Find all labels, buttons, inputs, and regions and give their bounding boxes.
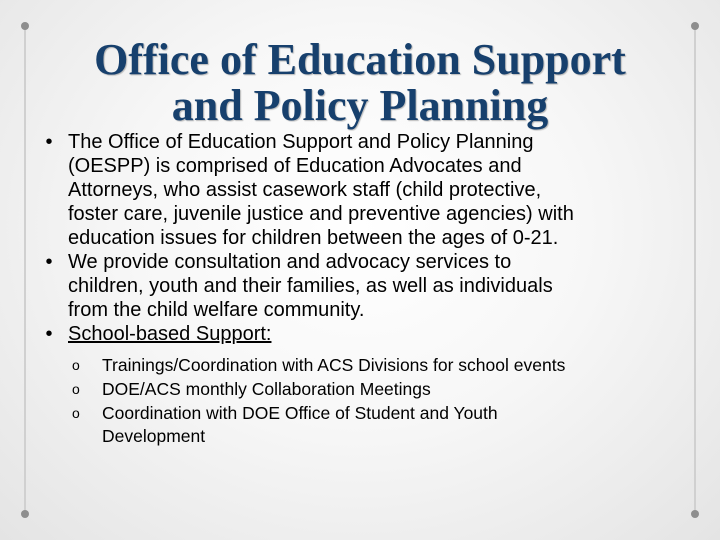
sub-bullet-trainings xyxy=(72,354,690,377)
top-left-dot-icon xyxy=(21,22,29,30)
bullet-line: from the child welfare community. xyxy=(68,299,365,321)
top-right-dot-icon xyxy=(691,22,699,30)
hollow-circle-bullet-icon: o xyxy=(72,357,80,373)
title-line-1: Office of Education Support xyxy=(94,35,626,85)
bullet-line: Attorneys, who assist casework staff (child protective, xyxy=(68,179,542,201)
bottom-left-dot-icon xyxy=(21,510,29,518)
bullet-line: foster care, juvenile justice and preventive agencies) with xyxy=(68,203,574,225)
sub-bullet-text: Coordination with DOE Office of Student and Youth xyxy=(102,403,498,423)
bullet-icon: • xyxy=(45,251,53,273)
school-based-support-heading: School-based Support: xyxy=(68,323,272,345)
bullet-line: The Office of Education Support and Policy Planning xyxy=(68,131,534,153)
sub-bullet-doe-coordination xyxy=(72,402,690,448)
bullet-line: children, youth and their families, as well as individuals xyxy=(68,275,553,297)
sub-bullet-text: DOE/ACS monthly Collaboration Meetings xyxy=(102,379,431,399)
title-line-2: and Policy Planning xyxy=(171,81,549,131)
bullet-icon: • xyxy=(45,131,53,153)
left-frame-line xyxy=(24,26,26,514)
hollow-circle-bullet-icon: o xyxy=(72,381,80,397)
school-support-sub-list xyxy=(30,354,690,448)
bullet-icon: • xyxy=(45,323,53,345)
bullet-line: (OESPP) is comprised of Education Advocates and xyxy=(68,155,522,177)
sub-bullet-text: Development xyxy=(102,426,206,446)
slide-title xyxy=(40,37,680,129)
bullet-line: We provide consultation and advocacy services to xyxy=(68,251,512,273)
bullet-school-based-support xyxy=(30,322,690,346)
bottom-right-dot-icon xyxy=(691,510,699,518)
bullet-line: education issues for children between the ages of 0-21. xyxy=(68,227,559,249)
right-frame-line xyxy=(694,26,696,514)
bullet-consultation-services xyxy=(30,250,690,322)
sub-bullet-collaboration-meetings xyxy=(72,378,690,401)
bullet-oespp-description xyxy=(30,130,690,250)
slide-content xyxy=(30,130,690,449)
sub-bullet-text: Trainings/Coordination with ACS Divisions for school events xyxy=(102,355,566,375)
hollow-circle-bullet-icon: o xyxy=(72,405,80,421)
